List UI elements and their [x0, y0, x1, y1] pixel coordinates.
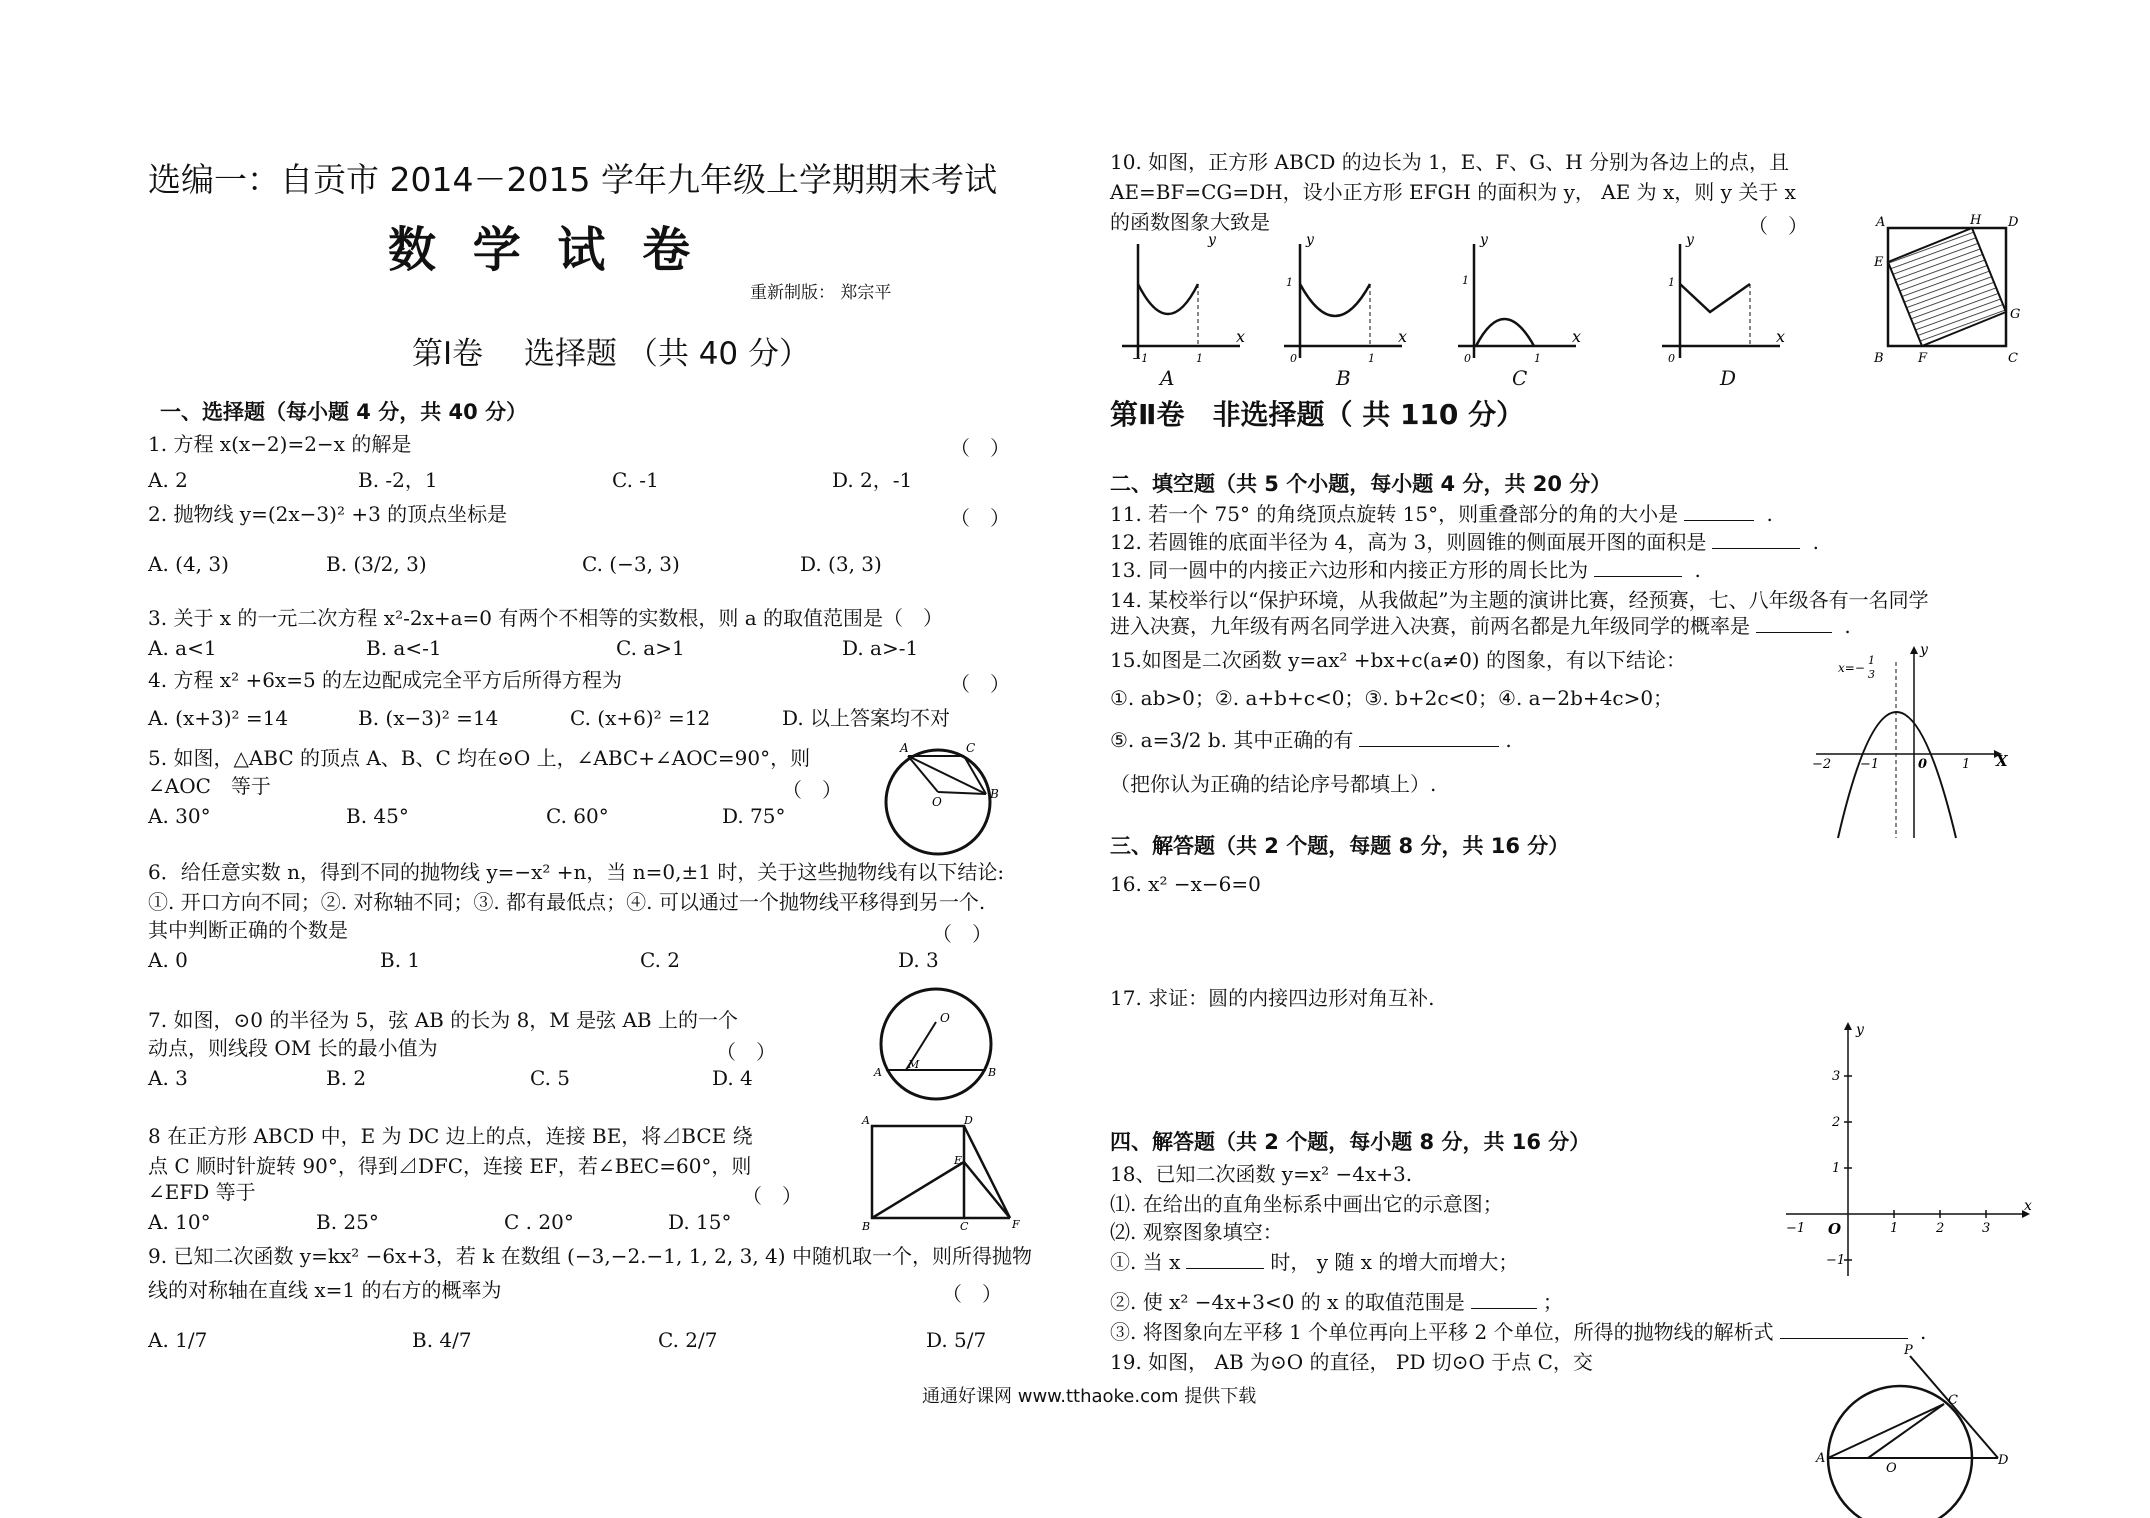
svg-text:2: 2 — [1832, 1115, 1841, 1130]
q11-answer-blank[interactable] — [1684, 502, 1754, 521]
q15-parabola-figure — [1808, 642, 2008, 840]
svg-text:A: A — [874, 1066, 882, 1079]
q5-line1: 5. 如图，△ABC 的顶点 A、B、C 均在⊙O 上，∠ABC+∠AOC=90°，则 — [148, 746, 811, 770]
svg-text:y: y — [1856, 1022, 1864, 1038]
q6-paren: （ ） — [932, 922, 992, 946]
q8-option-a: A. 10° — [148, 1210, 211, 1234]
q12-answer-blank[interactable] — [1712, 530, 1800, 549]
q1-option-c: C. -1 — [612, 468, 659, 492]
q3-option-c: C. a>1 — [616, 636, 685, 660]
svg-text:x: x — [2024, 1198, 2032, 1214]
svg-text:−1: −1 — [1860, 757, 1880, 772]
q3-option-a: A. a<1 — [148, 636, 217, 660]
q18-answer-blank-3[interactable] — [1780, 1320, 1908, 1339]
svg-text:y: y — [1686, 232, 1694, 248]
q13-stem: 13. 同一圆中的内接正六边形和内接正方形的周长比为 — [1110, 558, 1589, 582]
q9-option-a: A. 1/7 — [148, 1328, 208, 1352]
svg-text:−1: −1 — [1826, 1253, 1846, 1268]
q14-answer-blank[interactable] — [1756, 614, 1832, 633]
q10-graph-label-d: D — [1720, 366, 1737, 390]
svg-text:3: 3 — [1868, 668, 1875, 681]
svg-text:x: x — [1776, 327, 1786, 346]
svg-text:0: 0 — [1918, 757, 1928, 772]
q14-line1: 14. 某校举行以“保护环境，从我做起”为主题的演讲比赛，经预赛，七、八年级各有一名同学 — [1110, 588, 1929, 612]
svg-text:G: G — [2010, 307, 2021, 322]
q6-option-c: C. 2 — [640, 948, 681, 972]
footer-source: 通通好课网 www.tthaoke.com 提供下载 — [922, 1386, 1257, 1407]
svg-text:3: 3 — [1832, 1069, 1841, 1084]
q4-stem: 4. 方程 x² +6x=5 的左边配成完全平方后所得方程为 — [148, 668, 623, 692]
q1-option-b: B. -2，1 — [358, 468, 438, 492]
svg-text:1: 1 — [1832, 1161, 1841, 1176]
q8-paren: （ ） — [742, 1184, 802, 1208]
q18-answer-blank-2[interactable] — [1471, 1290, 1537, 1309]
svg-text:E: E — [1874, 255, 1884, 270]
q12-stem: 12. 若圆锥的底面半径为 4，高为 3，则圆锥的侧面展开图的面积是 — [1110, 530, 1707, 554]
svg-text:A: A — [900, 741, 909, 755]
svg-text:−1: −1 — [1132, 352, 1149, 365]
q9-option-d: D. 5/7 — [926, 1328, 987, 1352]
svg-text:O: O — [932, 795, 942, 809]
q6-option-d: D. 3 — [898, 948, 939, 972]
q10-graph-a — [1118, 232, 1248, 368]
q10-graph-label-a: A — [1160, 366, 1175, 390]
svg-text:1: 1 — [1962, 757, 1971, 772]
exam-main-title: 选编一：自贡市 2014－2015 学年九年级上学期期末考试 — [148, 160, 997, 199]
svg-text:C: C — [2008, 351, 2018, 366]
svg-text:O: O — [940, 1011, 950, 1025]
q18-answer-blank-1[interactable] — [1186, 1250, 1264, 1269]
svg-text:F: F — [1012, 1218, 1020, 1231]
q18-fill1 — [1110, 1250, 1518, 1274]
svg-text:D: D — [964, 1114, 973, 1127]
q11-stem: 11. 若一个 75° 的角绕顶点旋转 15°，则重叠部分的角的大小是 — [1110, 502, 1679, 526]
q5-option-c: C. 60° — [546, 804, 609, 828]
q10-graph-b — [1280, 232, 1410, 368]
q2-option-c: C. (−3, 3) — [582, 552, 680, 576]
q18-fill3: ③. 将图象向左平移 1 个单位再向上平移 2 个单位，所得的抛物线的解析式 . — [1110, 1320, 1927, 1344]
q5-circle-figure — [880, 740, 1000, 860]
q14-stem: 进入决赛，九年级有两名同学进入决赛，前两名都是九年级同学的概率是 — [1110, 614, 1750, 638]
part1-title: 第Ⅰ卷 选择题 （共 40 分） — [412, 336, 811, 372]
q10-paren: （ ） — [1748, 214, 1808, 238]
q8-line3: ∠EFD 等于 — [148, 1180, 256, 1204]
q10-graph-label-b: B — [1336, 366, 1351, 390]
q7-line2: 动点，则线段 OM 长的最小值为 — [148, 1036, 438, 1060]
q6-line3: 其中判断正确的个数是 — [148, 918, 348, 942]
q3-option-d: D. a>-1 — [842, 636, 919, 660]
q5-paren: （ ） — [782, 778, 842, 802]
svg-text:D: D — [2008, 215, 2019, 230]
svg-text:B: B — [990, 787, 999, 801]
svg-text:x: x — [1398, 327, 1408, 346]
q15-line1: 15.如图是二次函数 y=ax² +bx+c(a≠0) 的图象，有以下结论： — [1110, 648, 1686, 672]
svg-text:E: E — [954, 1154, 963, 1167]
svg-text:1: 1 — [1462, 274, 1469, 287]
svg-text:x: x — [1572, 327, 1582, 346]
q13-answer-blank[interactable] — [1594, 558, 1682, 577]
q8-line1: 8 在正方形 ABCD 中，E 为 DC 边上的点，连接 BE，将⊿BCE 绕 — [148, 1124, 753, 1148]
q14-text: 进入决赛，九年级有两名同学进入决赛，前两名都是九年级同学的概率是 . — [1110, 614, 1851, 638]
q9-line1: 9. 已知二次函数 y=kx² −6x+3，若 k 在数组 (−3,−2.−1, 1, 2, 3, 4) 中随机取一个，则所得抛物 — [148, 1244, 1032, 1268]
section3-heading: 三、解答题（共 2 个题，每题 8 分，共 16 分） — [1110, 834, 1570, 858]
q6-line2: ①. 开口方向不同；②. 对称轴不同；③. 都有最低点；④. 可以通过一个抛物线平移得到另一个. — [148, 890, 986, 914]
q16-text: 16. x² −x−6=0 — [1110, 872, 1261, 896]
q18-fill2-suffix: ； — [1542, 1290, 1563, 1314]
q5-line2: ∠AOC 等于 — [148, 774, 271, 798]
q9-line2: 线的对称轴在直线 x=1 的右方的概率为 — [148, 1278, 502, 1302]
q4-paren: （ ） — [950, 672, 1010, 696]
q7-option-c: C. 5 — [530, 1066, 571, 1090]
q5-option-b: B. 45° — [346, 804, 409, 828]
q5-option-d: D. 75° — [722, 804, 786, 828]
svg-text:P: P — [1904, 1343, 1913, 1358]
q10-line2: AE=BF=CG=DH，设小正方形 EFGH 的面积为 y， AE 为 x，则 y 关于 x — [1110, 180, 1796, 204]
q3-option-b: B. a<-1 — [366, 636, 442, 660]
svg-text:H: H — [1970, 213, 1982, 228]
q7-line1: 7. 如图，⊙0 的半径为 5，弦 AB 的长为 8，M 是弦 AB 上的一个 — [148, 1008, 738, 1032]
svg-text:1: 1 — [1196, 352, 1203, 365]
svg-text:0: 0 — [1290, 352, 1297, 365]
svg-text:B: B — [862, 1220, 871, 1233]
q15-stem: ⑤. a=3/2 b. 其中正确的有 — [1110, 728, 1354, 752]
q9-option-b: B. 4/7 — [412, 1328, 472, 1352]
q8-option-b: B. 25° — [316, 1210, 379, 1234]
svg-text:x=−: x=− — [1838, 661, 1865, 675]
q18-fill1-suffix: 时， y 随 x 的增大而增大； — [1270, 1250, 1519, 1274]
q6-line1: 6．给任意实数 n，得到不同的抛物线 y=−x² +n，当 n=0,±1 时，关于这些抛物线有以下结论: — [148, 860, 1005, 884]
svg-text:M: M — [908, 1058, 920, 1071]
svg-text:−2: −2 — [1812, 757, 1832, 772]
exam-sub-title: 数 学 试 卷 — [388, 222, 701, 278]
section1-heading: 一、选择题（每小题 4 分，共 40 分） — [160, 400, 528, 424]
svg-text:O: O — [1886, 1461, 1897, 1476]
q7-option-b: B. 2 — [326, 1066, 367, 1090]
q2-option-d: D. (3, 3) — [800, 552, 882, 576]
svg-text:A: A — [862, 1114, 870, 1127]
q3-stem: 3. 关于 x 的一元二次方程 x²-2x+a=0 有两个不相等的实数根，则 a 的取值范围是（ ） — [148, 606, 944, 630]
q9-paren: （ ） — [942, 1282, 1002, 1306]
q1-paren: （ ） — [950, 436, 1010, 460]
q8-option-c: C . 20° — [504, 1210, 574, 1234]
q1-stem: 1. 方程 x(x−2)=2−x 的解是 — [148, 432, 412, 456]
q18-fill2 — [1110, 1290, 1563, 1314]
q18-fill1-prefix: ①. 当 x — [1110, 1250, 1181, 1274]
q10-graph-label-c: C — [1512, 366, 1528, 390]
q2-paren: （ ） — [950, 506, 1010, 530]
svg-text:0: 0 — [1464, 352, 1471, 365]
svg-text:y: y — [1920, 642, 1928, 658]
svg-text:X: X — [1996, 752, 2008, 770]
q15-line2: ①. ab>0；②. a+b+c<0；③. b+2c<0；④. a−2b+4c>0； — [1110, 686, 1674, 710]
svg-text:1: 1 — [1890, 1221, 1899, 1236]
svg-text:O: O — [1828, 1220, 1842, 1238]
q8-square-figure — [860, 1114, 1030, 1233]
q4-option-a: A. (x+3)² =14 — [148, 706, 289, 730]
q10-line1: 10. 如图，正方形 ABCD 的边长为 1，E、F、G、H 分别为各边上的点，且 — [1110, 150, 1790, 174]
q5-option-a: A. 30° — [148, 804, 211, 828]
q6-option-a: A. 0 — [148, 948, 188, 972]
svg-text:y: y — [1208, 232, 1216, 248]
svg-text:1: 1 — [1368, 352, 1375, 365]
svg-text:1: 1 — [1534, 352, 1541, 365]
svg-text:C: C — [960, 1220, 969, 1233]
q1-option-d: D. 2，-1 — [832, 468, 913, 492]
q11-text: 11. 若一个 75° 的角绕顶点旋转 15°，则重叠部分的角的大小是 . — [1110, 502, 1773, 526]
svg-text:B: B — [1874, 351, 1884, 366]
editor-credit: 重新制版： 郑宗平 — [750, 283, 892, 303]
q10-graph-d — [1658, 232, 1788, 368]
svg-text:0: 0 — [1668, 352, 1675, 365]
q15-answer-blank[interactable] — [1359, 728, 1499, 747]
q7-option-a: A. 3 — [148, 1066, 188, 1090]
q4-option-d: D. 以上答案均不对 — [782, 706, 951, 730]
svg-text:1: 1 — [1868, 654, 1875, 667]
section2-heading: 二、填空题（共 5 个小题，每小题 4 分，共 20 分） — [1110, 472, 1612, 496]
q18-line1: 18、已知二次函数 y=x² −4x+3. — [1110, 1162, 1413, 1186]
q18-line2: ⑴. 在给出的直角坐标系中画出它的示意图； — [1110, 1192, 1503, 1216]
svg-text:B: B — [988, 1066, 997, 1079]
svg-text:A: A — [1876, 215, 1886, 230]
svg-text:2: 2 — [1936, 1221, 1945, 1236]
q13-text: 13. 同一圆中的内接正六边形和内接正方形的周长比为 . — [1110, 558, 1701, 582]
svg-text:−1: −1 — [1786, 1221, 1806, 1236]
svg-text:D: D — [1998, 1453, 2009, 1468]
q19-text: 19. 如图， AB 为⊙O 的直径， PD 切⊙O 于点 C，交 — [1110, 1350, 1593, 1374]
q2-stem: 2. 抛物线 y=(2x−3)² +3 的顶点坐标是 — [148, 502, 508, 526]
q4-option-c: C. (x+6)² =12 — [570, 706, 711, 730]
svg-text:C: C — [966, 741, 976, 755]
svg-text:1: 1 — [1668, 276, 1675, 289]
q7-option-d: D. 4 — [712, 1066, 753, 1090]
q12-text: 12. 若圆锥的底面半径为 4，高为 3，则圆锥的侧面展开图的面积是 . — [1110, 530, 1820, 554]
q18-line3: ⑵. 观察图象填空： — [1110, 1220, 1283, 1244]
q15-line4: （把你认为正确的结论序号都填上）. — [1110, 772, 1437, 796]
q18-fill3-prefix: ③. 将图象向左平移 1 个单位再向上平移 2 个单位，所得的抛物线的解析式 — [1110, 1320, 1774, 1344]
q8-line2: 点 C 顺时针旋转 90°，得到⊿DFC，连接 EF，若∠BEC=60°，则 — [148, 1154, 752, 1178]
svg-text:C: C — [1948, 1393, 1958, 1408]
section4-heading: 四、解答题（共 2 个题，每小题 8 分，共 16 分） — [1110, 1130, 1591, 1154]
svg-text:y: y — [1306, 232, 1314, 248]
q10-square-figure — [1870, 212, 2020, 372]
q8-option-d: D. 15° — [668, 1210, 732, 1234]
q17-text: 17. 求证：圆的内接四边形对角互补. — [1110, 986, 1435, 1010]
q4-option-b: B. (x−3)² =14 — [358, 706, 499, 730]
q9-option-c: C. 2/7 — [658, 1328, 718, 1352]
svg-text:1: 1 — [1286, 276, 1293, 289]
q10-graph-c — [1454, 232, 1584, 368]
q1-option-a: A. 2 — [148, 468, 188, 492]
q15-text: ⑤. a=3/2 b. 其中正确的有 . — [1110, 728, 1512, 752]
q18-fill2-prefix: ②. 使 x² −4x+3<0 的 x 的取值范围是 — [1110, 1290, 1465, 1314]
q2-option-b: B. (3/2, 3) — [326, 552, 427, 576]
q18-coordinate-grid — [1776, 1020, 2036, 1280]
svg-text:F: F — [1918, 351, 1928, 366]
svg-text:A: A — [1816, 1451, 1826, 1466]
svg-text:x: x — [1236, 327, 1246, 346]
svg-text:3: 3 — [1982, 1221, 1991, 1236]
part2-title: 第Ⅱ卷 非选择题（ 共 110 分） — [1110, 398, 1525, 431]
q7-paren: （ ） — [716, 1040, 776, 1064]
q2-option-a: A. (4, 3) — [148, 552, 229, 576]
svg-text:y: y — [1480, 232, 1488, 248]
q19-circle-figure — [1816, 1343, 2020, 1476]
q6-option-b: B. 1 — [380, 948, 421, 972]
q7-circle-figure — [872, 988, 1002, 1108]
q10-line3: 的函数图象大致是 — [1110, 210, 1270, 234]
